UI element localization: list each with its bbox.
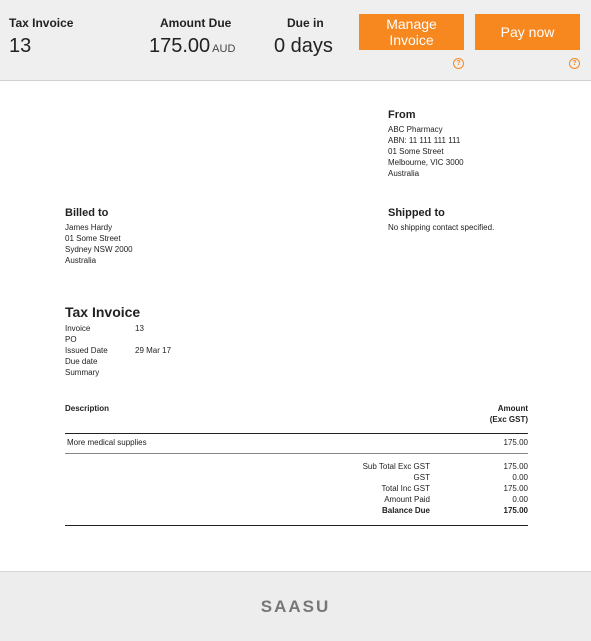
total-label: GST <box>413 473 430 482</box>
total-label: Amount Paid <box>384 495 430 504</box>
invoice-title: Tax Invoice <box>65 304 141 320</box>
item-amount: 175.00 <box>503 438 528 447</box>
total-value: 0.00 <box>512 495 528 504</box>
description-header: Description <box>65 404 110 413</box>
billed-to-line: James Hardy <box>65 223 113 232</box>
item-description: More medical supplies <box>67 438 147 447</box>
total-label: Sub Total Exc GST <box>362 462 430 471</box>
balance-due-value: 175.00 <box>503 506 528 515</box>
billed-to-line: Sydney NSW 2000 <box>65 245 133 254</box>
manage-invoice-button[interactable] <box>359 14 464 50</box>
from-line: Australia <box>388 169 420 178</box>
amount-header-sub: (Exc GST) <box>489 415 528 424</box>
total-label: Total Inc GST <box>381 484 430 493</box>
page-footer <box>0 571 591 641</box>
balance-due-label: Balance Due <box>381 506 430 515</box>
amount-due-value <box>149 35 235 58</box>
total-value: 175.00 <box>503 462 528 471</box>
invoice-document <box>0 81 591 571</box>
pay-now-button[interactable]: Pay now <box>475 14 580 50</box>
detail-value: 13 <box>135 324 144 333</box>
shipped-to-heading: Shipped to <box>388 207 445 219</box>
total-value: 175.00 <box>503 484 528 493</box>
from-line: ABN: 11 111 111 111 <box>388 136 461 145</box>
from-line: 01 Some Street <box>388 147 444 156</box>
detail-label: Invoice <box>65 324 91 333</box>
billed-to-heading: Billed to <box>65 207 109 219</box>
due-in-value: 0 days <box>274 35 333 57</box>
billed-to-line: 01 Some Street <box>65 234 121 243</box>
detail-label: Summary <box>65 368 100 377</box>
detail-label: Due date <box>65 357 98 366</box>
tax-invoice-label: Tax Invoice <box>9 16 74 30</box>
amount-header: Amount <box>497 404 528 413</box>
pay-now-help-icon[interactable]: ? <box>569 58 580 69</box>
amount-due-label: Amount Due <box>160 16 232 30</box>
manage-invoice-label: Manage Invoice <box>386 16 437 48</box>
invoice-number: 13 <box>9 35 32 57</box>
detail-label: Issued Date <box>65 346 108 355</box>
billed-to-line: Australia <box>65 256 97 265</box>
shipped-to-line: No shipping contact specified. <box>388 223 495 232</box>
currency-code: AUD <box>212 43 236 55</box>
from-line: Melbourne, VIC 3000 <box>388 158 464 167</box>
table-row-rule <box>65 453 528 454</box>
saasu-logo: SAASU <box>260 597 331 616</box>
detail-label: PO <box>65 335 77 344</box>
amount-due-amount: 175.00 <box>149 35 211 57</box>
from-line: ABC Pharmacy <box>388 125 443 134</box>
from-heading: From <box>388 109 416 121</box>
totals-rule <box>65 525 528 526</box>
total-value: 0.00 <box>512 473 528 482</box>
table-header-rule <box>65 433 528 434</box>
manage-invoice-help-icon[interactable]: ? <box>453 58 464 69</box>
due-in-label: Due in <box>287 16 324 30</box>
detail-value: 29 Mar 17 <box>135 346 172 355</box>
invoice-header <box>0 0 591 81</box>
